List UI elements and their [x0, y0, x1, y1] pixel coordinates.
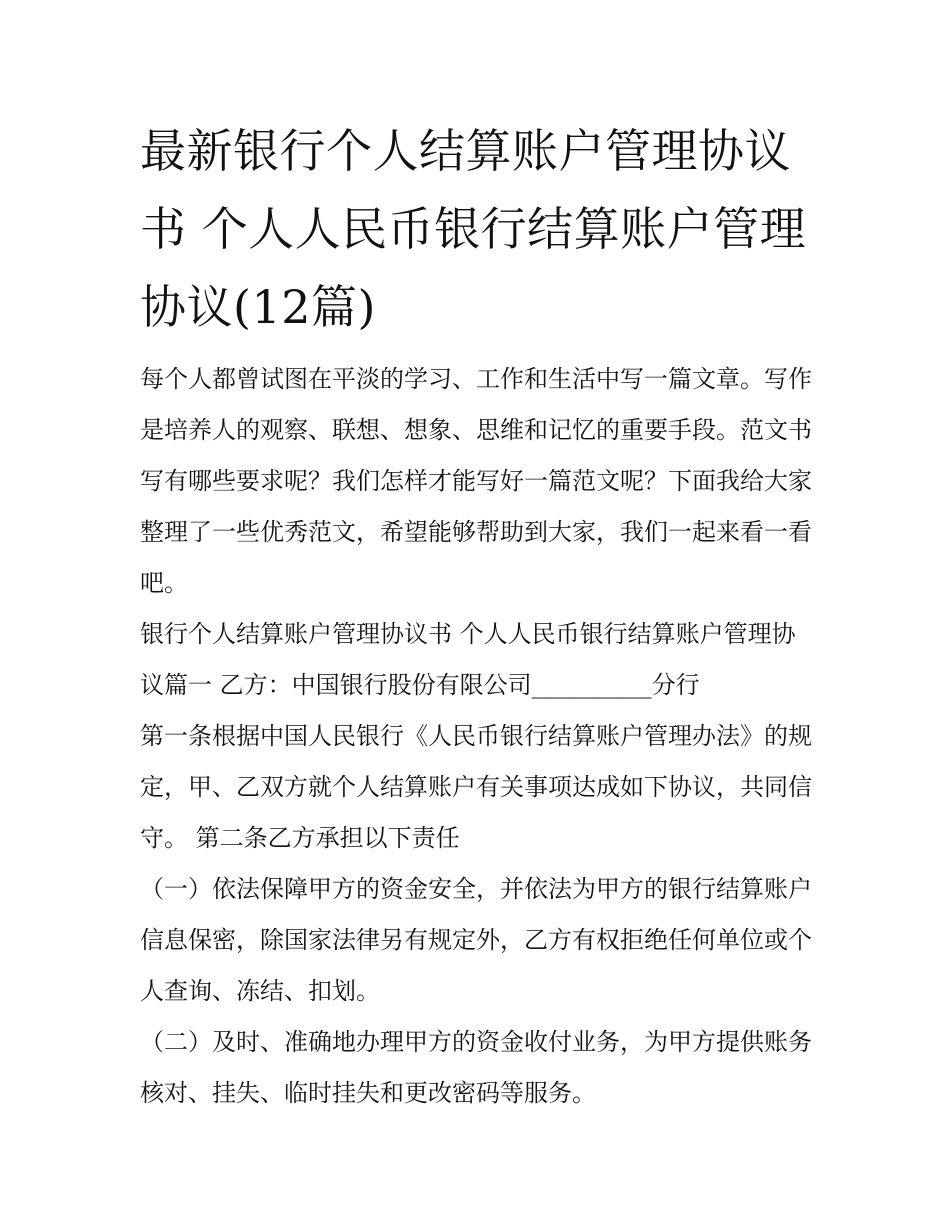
article-one-paragraph: 第一条根据中国人民银行《人民币银行结算账户管理办法》的规定，甲、乙双方就个人结算账户有关事项达成如下协议，共同信守。 第二条乙方承担以下责任: [140, 722, 812, 852]
clause-two-paragraph: （二）及时、准确地办理甲方的资金收付业务，为甲方提供账务核对、挂失、临时挂失和更改密码等服务。: [140, 1028, 812, 1107]
document-body: [140, 112, 812, 1119]
document-title: 最新银行个人结算账户管理协议书 个人人民币银行结算账户管理协议(12篇): [140, 124, 807, 334]
agreement-heading-paragraph: 银行个人结算账户管理协议书 个人人民币银行结算账户管理协议篇一 乙方：中国银行股份有限公司__________分行: [140, 620, 796, 699]
intro-paragraph: 每个人都曾试图在平淡的学习、工作和生活中写一篇文章。写作是培养人的观察、联想、想象、思维和记忆的重要手段。范文书写有哪些要求呢？我们怎样才能写好一篇范文呢？下面我给大家整理了一些优秀范文，希望能够帮助到大家，我们一起来看一看吧。: [140, 365, 812, 597]
clause-one-paragraph: （一）依法保障甲方的资金安全，并依法为甲方的银行结算账户信息保密，除国家法律另有规定外，乙方有权拒绝任何单位或个人查询、冻结、扣划。: [140, 875, 812, 1005]
